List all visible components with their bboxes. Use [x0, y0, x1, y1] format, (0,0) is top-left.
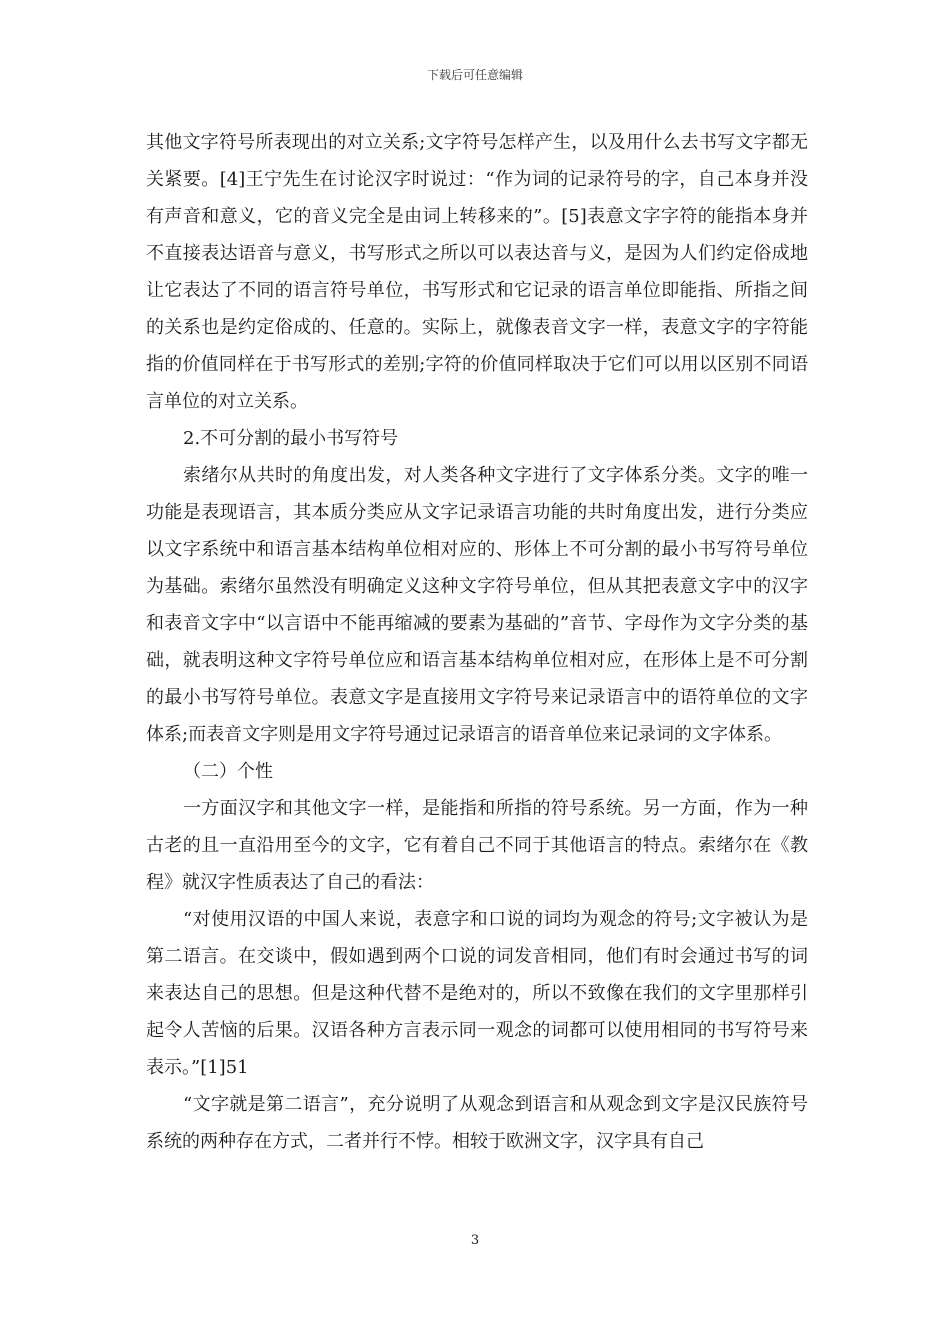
- paragraph: “文字就是第二语言”，充分说明了从观念到语言和从观念到文字是汉民族符号系统的两种存在方式，二者并行不悖。相较于欧洲文字，汉字具有自己: [146, 1094, 808, 1152]
- page-number: 3: [470, 1233, 480, 1248]
- paragraph: 一方面汉字和其他文字一样，是能指和所指的符号系统。另一方面，作为一种古老的且一直沿用至今的文字，它有着自己不同于其他语言的特点。索绪尔在《教程》就汉字性质表达了自己的看法：: [146, 798, 808, 893]
- section-heading-individuality: （二）个性: [183, 761, 273, 782]
- body-text: [146, 124, 808, 1160]
- paragraph: 索绪尔从共时的角度出发，对人类各种文字进行了文字体系分类。文字的唯一功能是表现语言，其本质分类应从文字记录语言功能的共时角度出发，进行分类应以文字系统中和语言基本结构单位相对应的、形体上不可分割的最小书写符号单位为基础。索绪尔虽然没有明确定义这种文字符号单位，但从其把表意文字中的汉字和表音文字中“以言语中不能再缩减的要素为基础的”音节、字母作为文字分类的基础，就表明这种文字符号单位应和语言基本结构单位相对应，在形体上是不可分割的最小书写符号单位。表意文字是直接用文字符号来记录语言中的语符单位的文字体系;而表音文字则是用文字符号通过记录语言的语音单位来记录词的文字体系。: [146, 465, 808, 745]
- quotation-paragraph: “对使用汉语的中国人来说，表意字和口说的词均为观念的符号;文字被认为是第二语言。在交谈中，假如遇到两个口说的词发音相同，他们有时会通过书写的词来表达自己的思想。但是这种代替不是绝对的，所以不致像在我们的文字里那样引起令人苦恼的后果。汉语各种方言表示同一观念的词都可以使用相同的书写符号来表示。”[1]51: [146, 909, 808, 1078]
- section-heading-2: 2.不可分割的最小书写符号: [183, 428, 399, 449]
- page-header: 下载后可任意编辑: [426, 68, 523, 82]
- paragraph-continued: 其他文字符号所表现出的对立关系;文字符号怎样产生，以及用什么去书写文字都无关紧要。[4]王宁先生在讨论汉字时说过：“作为词的记录符号的字，自己本身并没有声音和意义，它的音义完全是由词上转移来的”。[5]表意文字字符的能指本身并不直接表达语音与意义，书写形式之所以可以表达音与义，是因为人们约定俗成地让它表达了不同的语言符号单位，书写形式和它记录的语言单位即能指、所指之间的关系也是约定俗成的、任意的。实际上，就像表音文字一样，表意文字的字符能指的价值同样在于书写形式的差别;字符的价值同样取决于它们可以用以区别不同语言单位的对立关系。: [146, 132, 808, 412]
